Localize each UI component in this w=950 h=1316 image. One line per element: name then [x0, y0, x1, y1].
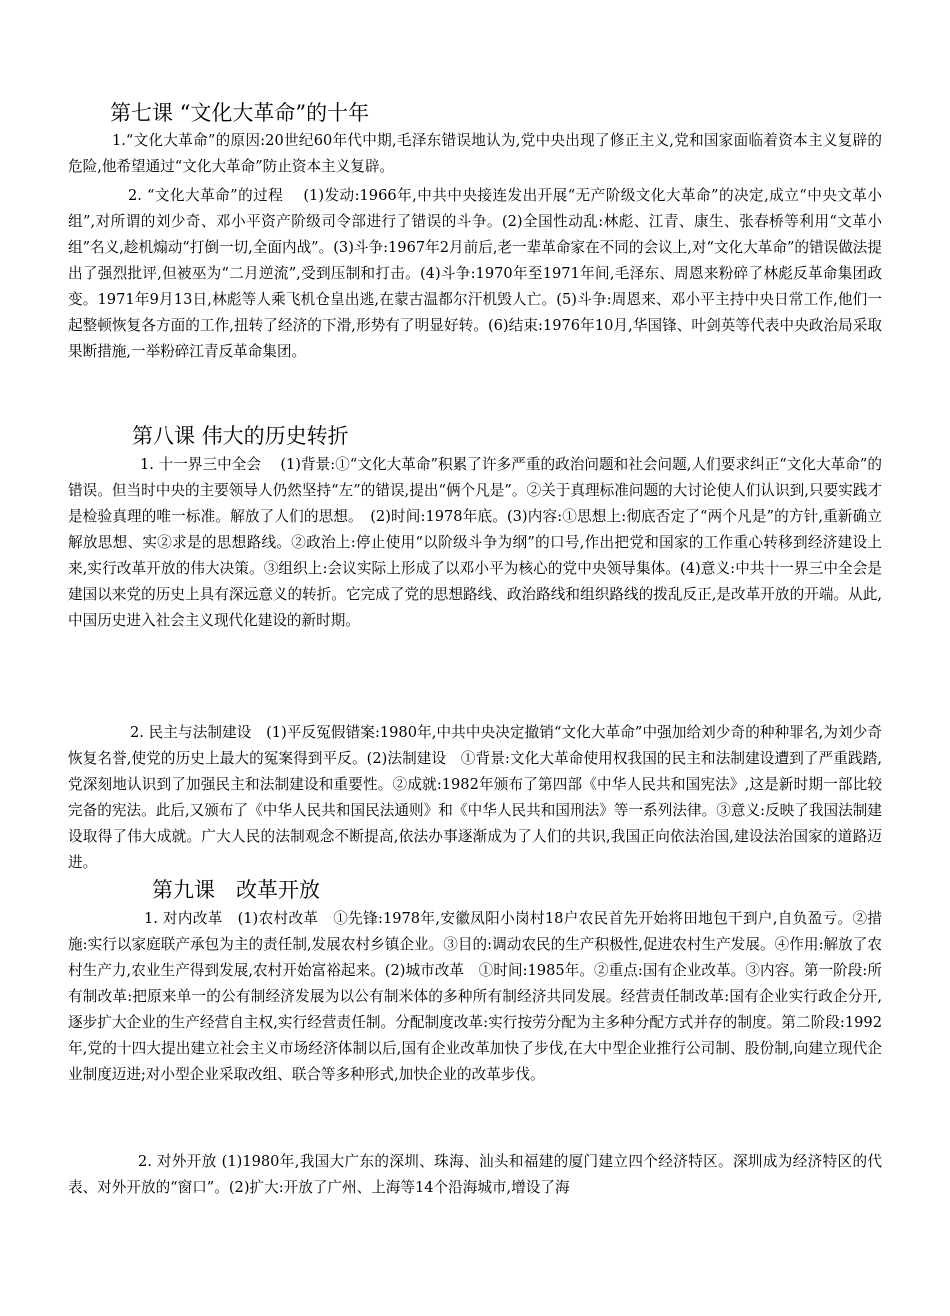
- lesson9-para-domestic-text: 1. 对内改革 (1)农村改革 ①先锋:1978年,安徽凤阳小岗村18户农民首先开始将田地包干到户,自负盈亏。②措施:实行以家庭联产承包为主的责任制,发展农村乡镇企业。③目的:调动农民的生产积极性,促进农村生产发展。④作用:解放了农村生产力,农业生产得到发展,农村开始富裕起来。(2)城市改革 ①时间:1985年。②重点:国有企业改革。③内容。第一阶段:所有制改革:把原来单一的公有制经济发展为以公有制米体的多种所有制经济共同发展。经营责任制改革:国有企业实行政企分开,逐步扩大企业的生产经营自主权,实行经营责任制。分配制度改革:实行按劳分配为主多种分配方式并存的制度。第二阶段:1992年,党的十四大提出建立社会主义市场经济体制以后,国有企业改革加快了步伐,在大中型企业推行公司制、股份制,向建立现代企业制度迈进;对小型企业采取改组、联合等多种形式,加快企业的改革步伐。: [68, 910, 882, 1083]
- lesson8-title: 第八课 伟大的历史转折: [132, 424, 349, 448]
- lesson9-title: 第九课 改革开放: [152, 878, 320, 902]
- lesson7-title: 第七课 “文化大革命”的十年: [110, 101, 370, 125]
- lesson9-para-opening: [68, 1149, 882, 1201]
- lesson7-para-process: [68, 183, 882, 365]
- lesson8-para-legal-text: 2. 民主与法制建设 (1)平反冤假错案:1980年,中共中央决定撤销“文化大革命”中强加给刘少奇的种种罪名,为刘少奇恢复名誉,使党的历史上最大的冤案得到平反。(2)法制建设 ①背景:文化大革命使用权我国的民主和法制建设遭到了严重践踏,党深刻地认识到了加强民主和法制建设和重要性。②成就:1982年颁布了第四部《中华人民共和国宪法》,这是新时期一部比较完备的宪法。此后,又颁布了《中华人民共和国民法通则》和《中华人民共和国刑法》等一系列法律。③意义:反映了我国法制建设取得了伟大成就。广大人民的法制观念不断提高,依法办事逐渐成为了人们的共识,我国正向依法治国,建设法治国家的道路迈进。: [68, 724, 882, 871]
- lesson8-para-plenum-text: 1. 十一界三中全会 (1)背景:①“文化大革命”积累了许多严重的政治问题和社会问题,人们要求纠正“文化大革命”的错误。但当时中央的主要领导人仍然坚持“左”的错误,提出“俩个凡是”。②关于真理标准问题的大讨论使人们认识到,只要实践才是检验真理的唯一标准。解放了人们的思想。 (2)时间:1978年底。(3)内容:①思想上:彻底否定了“两个凡是”的方针,重新确立解放思想、实②求是的思想路线。②政治上:停止使用“以阶级斗争为纲”的口号,作出把党和国家的工作重心转移到经济建设上来,实行改革开放的伟大决策。③组织上:会议实际上形成了以邓小平为核心的党中央领导集体。(4)意义:中共十一界三中全会是建国以来党的历史上具有深远意义的转折。它完成了党的思想路线、政治路线和组织路线的拨乱反正,是改革开放的开端。从此,中国历史进入社会主义现代化建设的新时期。: [68, 456, 882, 629]
- lesson8-para-plenum: [68, 452, 882, 634]
- lesson7-para-cause-text: 1.“文化大革命”的原因:20世纪60年代中期,毛泽东错误地认为,党中央出现了修正主义,党和国家面临着资本主义复辟的危险,他希望通过“文化大革命”防止资本主义复辟。: [68, 132, 882, 175]
- lesson8-para-legal: [68, 720, 882, 876]
- lesson7-para-cause: [68, 128, 882, 180]
- lesson7-para-process-text: 2. “文化大革命”的过程 (1)发动:1966年,中共中央接连发出开展“无产阶级文化大革命”的决定,成立“中央文革小组”,对所谓的刘少奇、邓小平资产阶级司令部进行了错误的斗争。(2)全国性动乱:林彪、江青、康生、张春桥等利用“文革小组”名义,趁机煽动“打倒一切,全面内战”。(3)斗争:1967年2月前后,老一辈革命家在不同的会议上,对“文化大革命”的错误做法提出了强烈批评,但被巫为“二月逆流”,受到压制和打击。(4)斗争:1970年至1971年间,毛泽东、周恩来粉碎了林彪反革命集团政变。1971年9月13日,林彪等人乘飞机仓皇出逃,在蒙古温都尔汗机毁人亡。(5)斗争:周恩来、邓小平主持中央日常工作,他们一起整顿恢复各方面的工作,扭转了经济的下滑,形势有了明显好转。(6)结束:1976年10月,华国锋、叶剑英等代表中央政治局采取果断措施,一举粉碎江青反革命集团。: [68, 187, 882, 360]
- lesson9-para-domestic: [68, 906, 882, 1088]
- lesson9-para-opening-text: 2. 对外开放 (1)1980年,我国大广东的深圳、珠海、汕头和福建的厦门建立四个经济特区。深圳成为经济特区的代表、对外开放的“窗口”。(2)扩大:开放了广州、上海等14个沿海城市,增设了海: [68, 1153, 882, 1196]
